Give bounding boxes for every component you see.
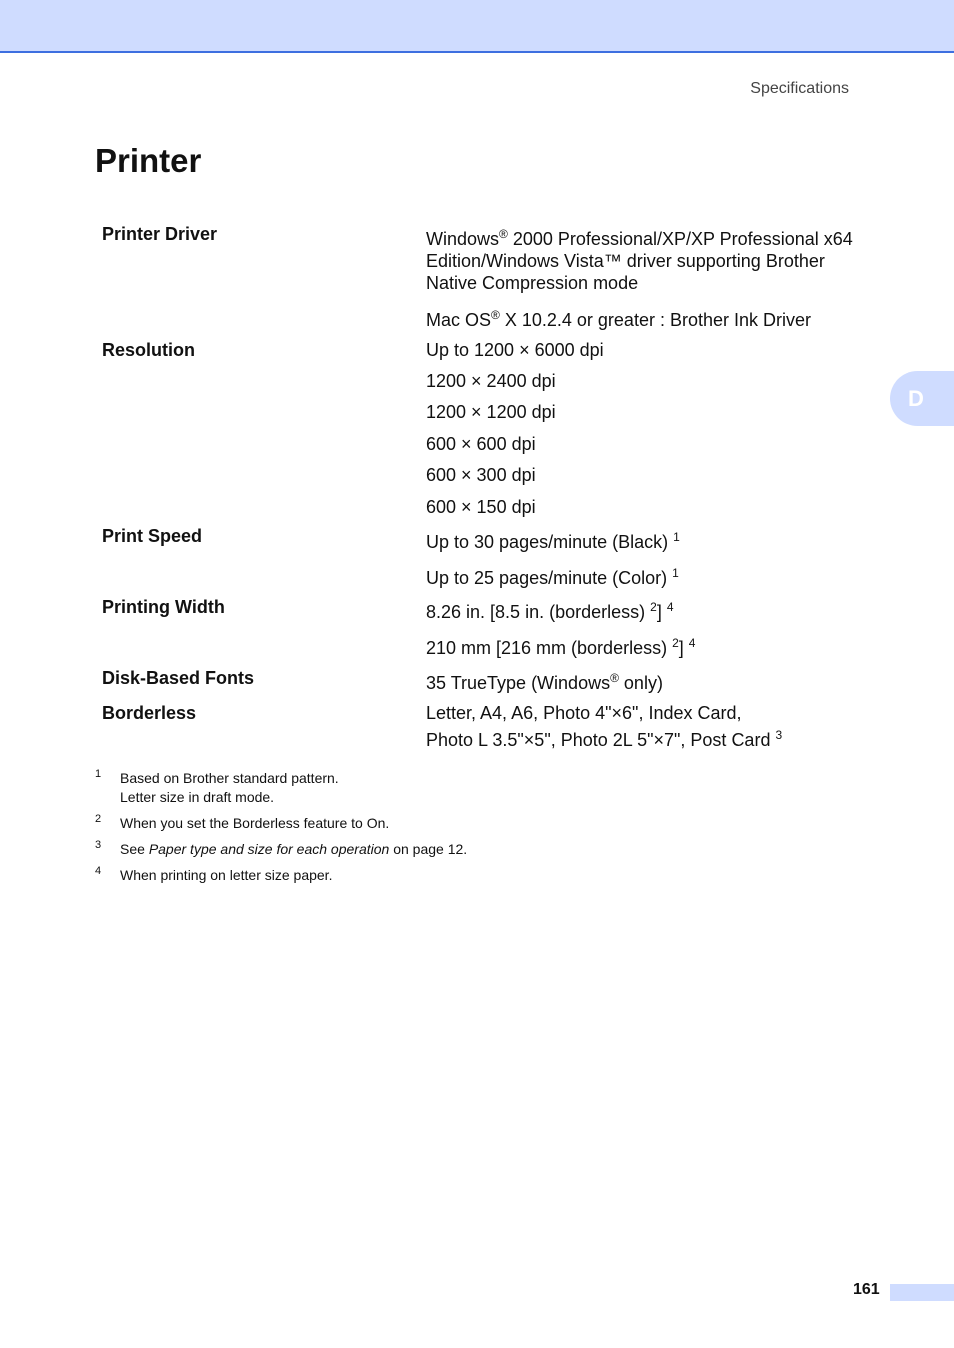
spec-label-fonts: Disk-Based Fonts: [102, 668, 255, 688]
spec-label-speed: Print Speed: [102, 526, 203, 546]
width-inches: 8.26 in. [8.5 in. (borderless) $^2$] $^4$: [426, 600, 674, 622]
footnote-2: When you set the Borderless feature to On.: [120, 815, 390, 831]
spec-label-resolution: Resolution: [102, 340, 195, 360]
page-title: Printer: [95, 142, 202, 179]
resolution-value: Up to 1200 × 6000 dpi: [426, 340, 604, 360]
resolution-value: 1200 × 1200 dpi: [426, 402, 556, 422]
spec-label-width: Printing Width: [102, 597, 225, 617]
footnote-number: 3: [95, 839, 102, 851]
resolution-value: 600 × 600 dpi: [426, 434, 536, 454]
footnote-3: See Paper type and size for each operation on page 12.: [120, 841, 468, 857]
footnote-number: 4: [95, 865, 102, 877]
borderless-line-1: Letter, A4, A6, Photo 4"×6", Index Card,: [426, 703, 742, 723]
spec-label-driver: Printer Driver: [102, 224, 218, 244]
fonts-value: 35 TrueType (Windows® only): [426, 671, 663, 693]
footnote-number: 1: [95, 768, 102, 780]
footnote-1: Based on Brother standard pattern. Letter size in draft mode.: [120, 770, 339, 805]
resolution-value: 600 × 300 dpi: [426, 465, 536, 485]
spec-label-borderless: Borderless: [102, 703, 197, 723]
spec-value-driver-windows: Windows® 2000 Professional/XP/XP Professional x64 Edition/Windows Vista™ driver supporting Brother Native Compression mode: [426, 227, 853, 293]
speed-black: Up to 30 pages/minute (Black) $^1$: [426, 530, 680, 552]
top-banner: [0, 0, 954, 53]
spec-value-driver-mac: Mac OS® X 10.2.4 or greater : Brother Ink Driver: [426, 308, 811, 330]
chapter-tab: D: [890, 371, 954, 426]
page-number: 161: [853, 1281, 880, 1298]
page-number-bar: [890, 1284, 954, 1301]
speed-color: Up to 25 pages/minute (Color) $^1$: [426, 566, 679, 588]
footnote-4: When printing on letter size paper.: [120, 867, 333, 883]
resolution-value: 1200 × 2400 dpi: [426, 371, 556, 391]
cross-reference-link[interactable]: Paper type and size for each operation: [148, 841, 390, 857]
borderless-line-2: Photo L 3.5"×5", Photo 2L 5"×7", Post Card $^3$: [426, 728, 783, 750]
width-mm: 210 mm [216 mm (borderless) $^2$] $^4$: [426, 636, 696, 658]
footnote-number: 2: [95, 813, 102, 825]
running-header: Specifications: [750, 80, 849, 97]
resolution-value: 600 × 150 dpi: [426, 497, 536, 517]
